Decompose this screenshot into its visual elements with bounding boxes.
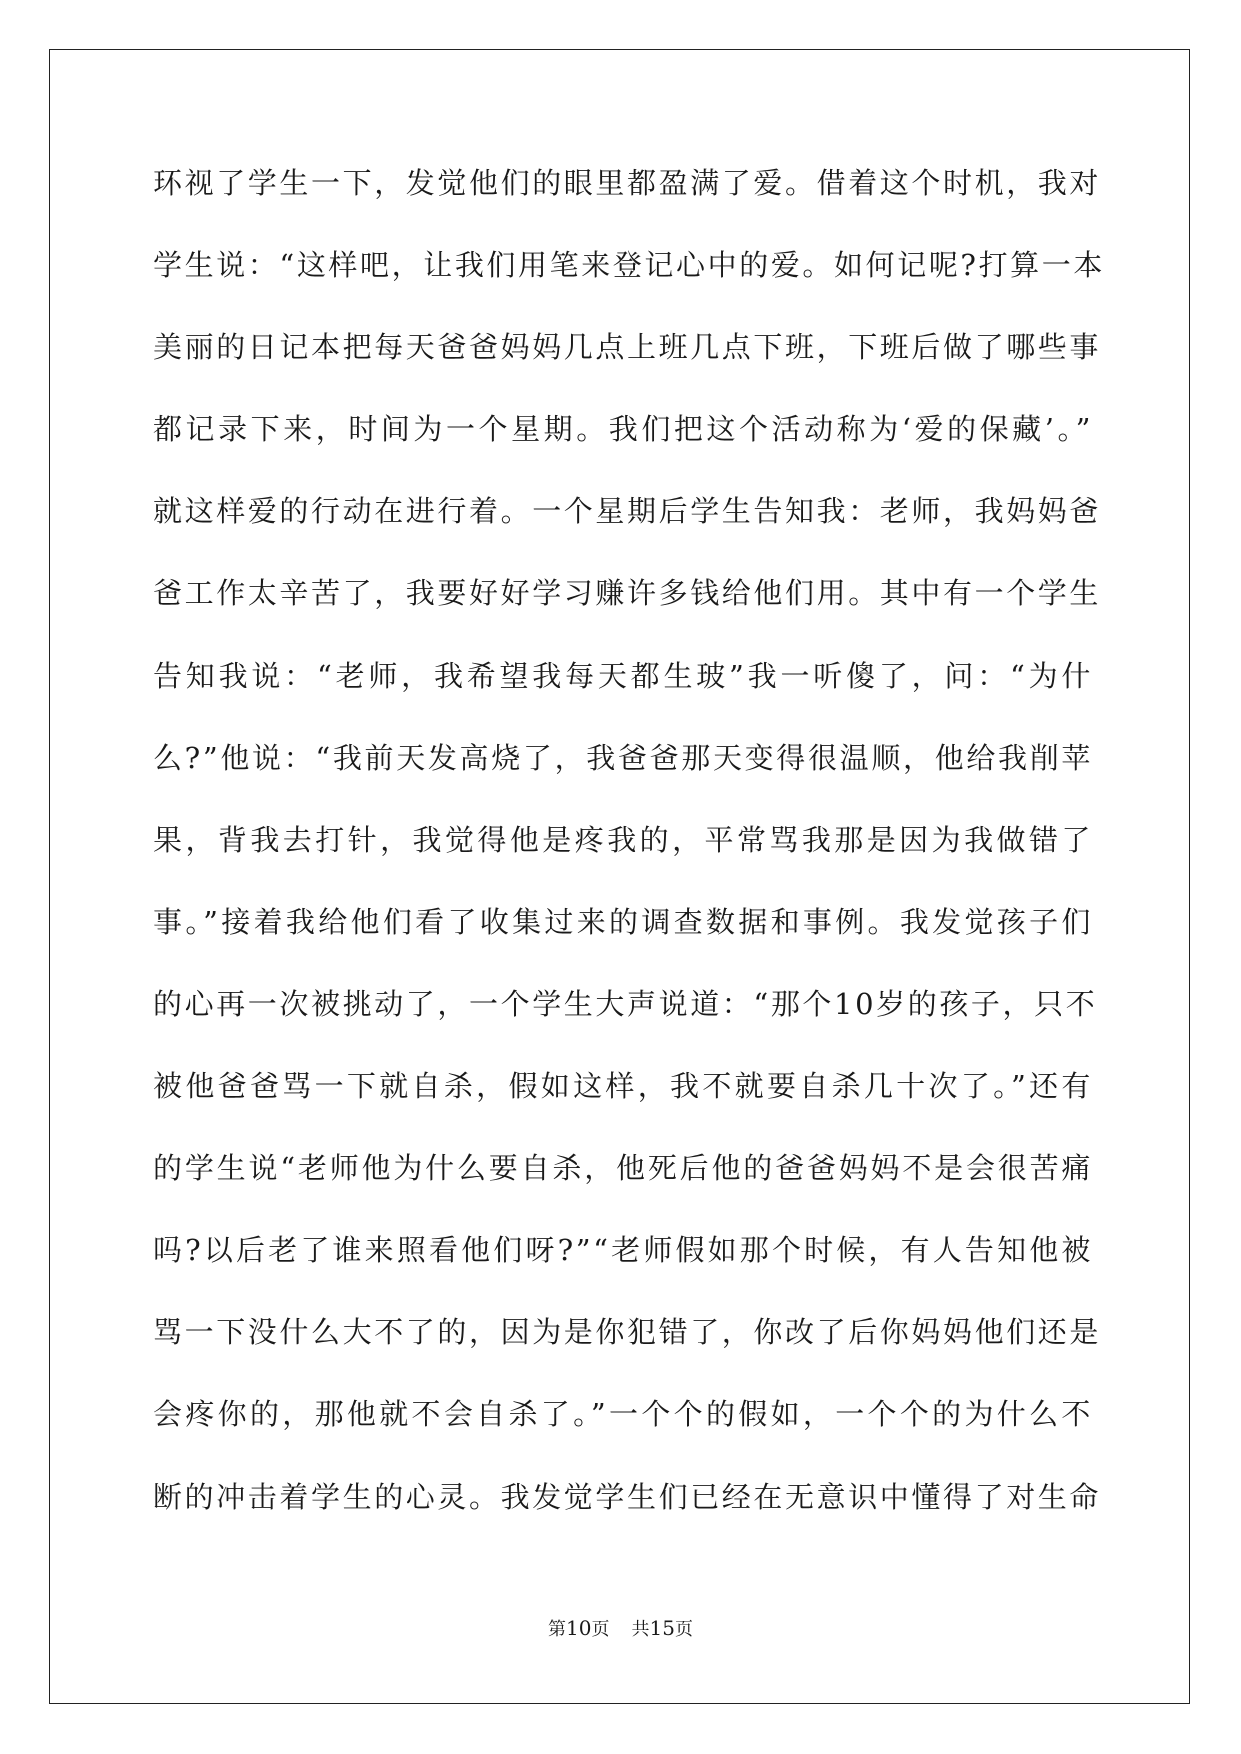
text-line: 果，背我去打针，我觉得他是疼我的，平常骂我那是因为我做错了 bbox=[153, 822, 1093, 857]
text-line: 告知我说：“老师，我希望我每天都生玻”我一听傻了，问：“为什 bbox=[153, 658, 1093, 693]
document-body bbox=[153, 155, 1105, 1551]
text-line: 事。”接着我给他们看了收集过来的调查数据和事例。我发觉孩子们 bbox=[153, 904, 1093, 939]
text-line: 骂一下没什么大不了的，因为是你犯错了，你改了后你妈妈他们还是 bbox=[153, 1315, 1102, 1350]
text-line: 就这样爱的行动在进行着。一个星期后学生告知我：老师，我妈妈爸 bbox=[153, 494, 1102, 529]
text-line: 会疼你的，那他就不会自杀了。”一个个的假如，一个个的为什么不 bbox=[153, 1397, 1093, 1432]
text-line: 爸工作太辛苦了，我要好好学习赚许多钱给他们用。其中有一个学生 bbox=[153, 576, 1102, 611]
text-line: 学生说：“这样吧，让我们用笔来登记心中的爱。如何记呢?打算一本 bbox=[153, 248, 1105, 283]
text-line: 的心再一次被挑动了，一个学生大声说道：“那个10岁的孩子，只不 bbox=[153, 986, 1098, 1021]
text-line: 被他爸爸骂一下就自杀，假如这样，我不就要自杀几十次了。”还有 bbox=[153, 1069, 1093, 1104]
text-line: 都记录下来，时间为一个星期。我们把这个活动称为‘爱的保藏’。” bbox=[153, 412, 1093, 447]
text-line: 吗?以后老了谁来照看他们呀?”“老师假如那个时候，有人告知他被 bbox=[153, 1233, 1093, 1268]
total-pages: 15 bbox=[649, 1616, 675, 1640]
page-suffix: 页 bbox=[591, 1619, 610, 1640]
text-line: 美丽的日记本把每天爸爸妈妈几点上班几点下班，下班后做了哪些事 bbox=[153, 330, 1102, 365]
page-number: 10 bbox=[566, 1616, 592, 1640]
text-line: 的学生说“老师他为什么要自杀，他死后他的爸爸妈妈不是会很苦痛 bbox=[153, 1151, 1093, 1186]
total-suffix: 页 bbox=[674, 1619, 693, 1640]
page-footer bbox=[0, 1616, 1241, 1642]
text-line: 断的冲击着学生的心灵。我发觉学生们已经在无意识中懂得了对生命 bbox=[153, 1479, 1102, 1514]
text-line: 环视了学生一下，发觉他们的眼里都盈满了爱。借着这个时机，我对 bbox=[153, 166, 1102, 200]
page-prefix: 第 bbox=[548, 1619, 567, 1640]
text-line: 么?”他说：“我前天发高烧了，我爸爸那天变得很温顺，他给我削苹 bbox=[153, 740, 1093, 775]
total-prefix: 共 bbox=[631, 1619, 650, 1640]
